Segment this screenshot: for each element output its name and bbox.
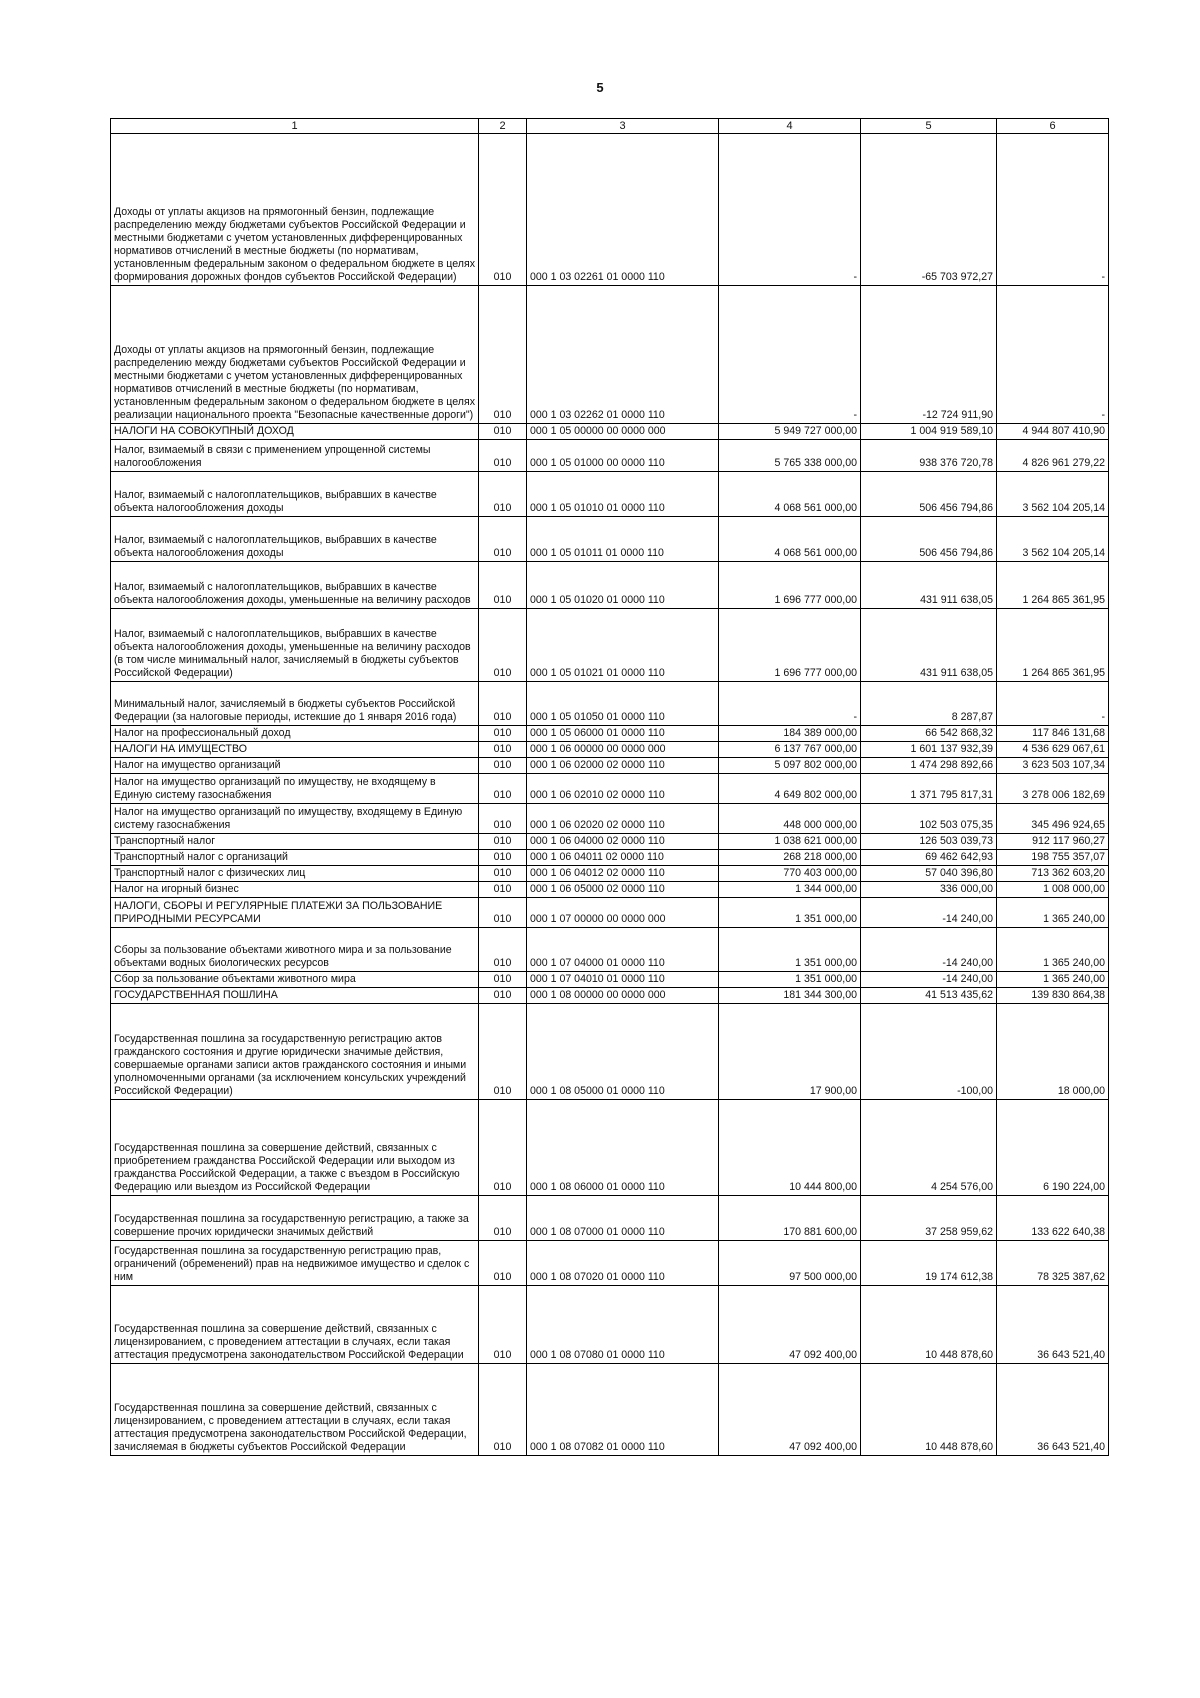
- executed-amount-cell: 506 456 794,86: [861, 517, 997, 562]
- table-row: [111, 804, 1109, 834]
- budget-classification-code-cell: 000 1 06 05000 02 0000 110: [527, 882, 719, 898]
- approved-plan-cell: 1 344 000,00: [719, 882, 861, 898]
- line-code-cell: 010: [479, 1241, 527, 1286]
- revenue-name-cell: Сбор за пользование объектами животного мира: [111, 972, 479, 988]
- unexecuted-remainder-cell: 3 278 006 182,69: [997, 774, 1109, 804]
- budget-classification-code-cell: 000 1 08 07082 01 0000 110: [527, 1364, 719, 1456]
- budget-classification-code-cell: 000 1 07 04010 01 0000 110: [527, 972, 719, 988]
- revenue-name-cell: Налог, взимаемый с налогоплательщиков, выбравших в качестве объекта налогообложения доходы: [111, 472, 479, 517]
- unexecuted-remainder-cell: 345 496 924,65: [997, 804, 1109, 834]
- unexecuted-remainder-cell: -: [997, 682, 1109, 726]
- revenue-name-cell: Налог на имущество организаций: [111, 758, 479, 774]
- unexecuted-remainder-cell: -: [997, 134, 1109, 286]
- unexecuted-remainder-cell: 133 622 640,38: [997, 1196, 1109, 1241]
- revenue-name-cell: НАЛОГИ, СБОРЫ И РЕГУЛЯРНЫЕ ПЛАТЕЖИ ЗА ПОЛЬЗОВАНИЕ ПРИРОДНЫМИ РЕСУРСАМИ: [111, 898, 479, 928]
- budget-revenue-table: [110, 118, 1109, 1456]
- unexecuted-remainder-cell: 4 826 961 279,22: [997, 440, 1109, 472]
- approved-plan-cell: 1 038 621 000,00: [719, 834, 861, 850]
- approved-plan-cell: 17 900,00: [719, 1004, 861, 1100]
- executed-amount-cell: 1 474 298 892,66: [861, 758, 997, 774]
- revenue-name-cell: Налог, взимаемый с налогоплательщиков, выбравших в качестве объекта налогообложения доходы, уменьшенные на величину расходов: [111, 562, 479, 609]
- page-number: 5: [596, 80, 604, 95]
- executed-amount-cell: 336 000,00: [861, 882, 997, 898]
- executed-amount-cell: -14 240,00: [861, 898, 997, 928]
- revenue-name-cell: Налог, взимаемый с налогоплательщиков, выбравших в качестве объекта налогообложения доходы: [111, 517, 479, 562]
- unexecuted-remainder-cell: 117 846 131,68: [997, 726, 1109, 742]
- table-row: [111, 972, 1109, 988]
- approved-plan-cell: 47 092 400,00: [719, 1364, 861, 1456]
- budget-classification-code-cell: 000 1 05 01021 01 0000 110: [527, 609, 719, 682]
- table-row: [111, 866, 1109, 882]
- budget-classification-code-cell: 000 1 06 04011 02 0000 110: [527, 850, 719, 866]
- unexecuted-remainder-cell: 36 643 521,40: [997, 1364, 1109, 1456]
- unexecuted-remainder-cell: 912 117 960,27: [997, 834, 1109, 850]
- revenue-name-cell: Транспортный налог: [111, 834, 479, 850]
- executed-amount-cell: 1 004 919 589,10: [861, 424, 997, 440]
- line-code-cell: 010: [479, 682, 527, 726]
- revenue-name-cell: НАЛОГИ НА СОВОКУПНЫЙ ДОХОД: [111, 424, 479, 440]
- budget-classification-code-cell: 000 1 06 02010 02 0000 110: [527, 774, 719, 804]
- executed-amount-cell: 37 258 959,62: [861, 1196, 997, 1241]
- budget-classification-code-cell: 000 1 08 00000 00 0000 000: [527, 988, 719, 1004]
- line-code-cell: 010: [479, 1100, 527, 1196]
- revenue-name-cell: Государственная пошлина за совершение действий, связанных с лицензированием, с проведением аттестации в случаях, если такая аттестация предусмотрена законодательством Российской Федерации: [111, 1286, 479, 1364]
- table-row: [111, 850, 1109, 866]
- budget-classification-code-cell: 000 1 05 00000 00 0000 000: [527, 424, 719, 440]
- executed-amount-cell: 69 462 642,93: [861, 850, 997, 866]
- approved-plan-cell: 1 351 000,00: [719, 898, 861, 928]
- line-code-cell: 010: [479, 804, 527, 834]
- line-code-cell: 010: [479, 882, 527, 898]
- budget-classification-code-cell: 000 1 08 07000 01 0000 110: [527, 1196, 719, 1241]
- revenue-name-cell: Государственная пошлина за совершение действий, связанных с лицензированием, с проведением аттестации в случаях, если такая аттестация предусмотрена законодательством Российской Федерации, зачисляемая в бюджеты субъектов Российской Федерации: [111, 1364, 479, 1456]
- unexecuted-remainder-cell: 1 365 240,00: [997, 972, 1109, 988]
- approved-plan-cell: 184 389 000,00: [719, 726, 861, 742]
- approved-plan-cell: 170 881 600,00: [719, 1196, 861, 1241]
- executed-amount-cell: -14 240,00: [861, 972, 997, 988]
- executed-amount-cell: 1 371 795 817,31: [861, 774, 997, 804]
- line-code-cell: 010: [479, 834, 527, 850]
- table-row: [111, 1286, 1109, 1364]
- line-code-cell: 010: [479, 517, 527, 562]
- budget-classification-code-cell: 000 1 05 06000 01 0000 110: [527, 726, 719, 742]
- unexecuted-remainder-cell: 1 264 865 361,95: [997, 609, 1109, 682]
- table-row: [111, 882, 1109, 898]
- line-code-cell: 010: [479, 1196, 527, 1241]
- line-code-cell: 010: [479, 726, 527, 742]
- line-code-cell: 010: [479, 1364, 527, 1456]
- budget-classification-code-cell: 000 1 03 02262 01 0000 110: [527, 286, 719, 424]
- budget-classification-code-cell: 000 1 03 02261 01 0000 110: [527, 134, 719, 286]
- revenue-name-cell: Транспортный налог с физических лиц: [111, 866, 479, 882]
- executed-amount-cell: 126 503 039,73: [861, 834, 997, 850]
- table-row: [111, 726, 1109, 742]
- executed-amount-cell: 506 456 794,86: [861, 472, 997, 517]
- column-number-header-row: [111, 119, 1109, 134]
- budget-classification-code-cell: 000 1 06 02020 02 0000 110: [527, 804, 719, 834]
- approved-plan-cell: 5 949 727 000,00: [719, 424, 861, 440]
- approved-plan-cell: 1 696 777 000,00: [719, 609, 861, 682]
- table-row: [111, 928, 1109, 972]
- table-row: [111, 134, 1109, 286]
- budget-classification-code-cell: 000 1 05 01050 01 0000 110: [527, 682, 719, 726]
- revenue-name-cell: Транспортный налог с организаций: [111, 850, 479, 866]
- table-row: [111, 424, 1109, 440]
- revenue-name-cell: Доходы от уплаты акцизов на прямогонный бензин, подлежащие распределению между бюджетами субъектов Российской Федерации и местными бюджетами с учетом установленных дифференцированных нормативов отчислений в местные бюджеты (по нормативам, установленным федеральным законом о федеральном бюджете в целях формирования дорожных фондов субъектов Российской Федерации): [111, 134, 479, 286]
- budget-classification-code-cell: 000 1 07 00000 00 0000 000: [527, 898, 719, 928]
- line-code-cell: 010: [479, 928, 527, 972]
- approved-plan-cell: 1 696 777 000,00: [719, 562, 861, 609]
- table-row: [111, 1100, 1109, 1196]
- approved-plan-cell: 6 137 767 000,00: [719, 742, 861, 758]
- line-code-cell: 010: [479, 286, 527, 424]
- table-row: [111, 774, 1109, 804]
- revenue-name-cell: НАЛОГИ НА ИМУЩЕСТВО: [111, 742, 479, 758]
- budget-classification-code-cell: 000 1 05 01011 01 0000 110: [527, 517, 719, 562]
- executed-amount-cell: -14 240,00: [861, 928, 997, 972]
- line-code-cell: 010: [479, 972, 527, 988]
- executed-amount-cell: -65 703 972,27: [861, 134, 997, 286]
- executed-amount-cell: 431 911 638,05: [861, 609, 997, 682]
- unexecuted-remainder-cell: 713 362 603,20: [997, 866, 1109, 882]
- unexecuted-remainder-cell: 139 830 864,38: [997, 988, 1109, 1004]
- budget-classification-code-cell: 000 1 06 04012 02 0000 110: [527, 866, 719, 882]
- revenue-name-cell: Налог, взимаемый с налогоплательщиков, выбравших в качестве объекта налогообложения доходы, уменьшенные на величину расходов (в том числе минимальный налог, зачисляемый в бюджеты субъектов Российской Федерации): [111, 609, 479, 682]
- line-code-cell: 010: [479, 424, 527, 440]
- approved-plan-cell: -: [719, 682, 861, 726]
- column-header-3: 3: [527, 119, 719, 134]
- column-header-5: 5: [861, 119, 997, 134]
- budget-classification-code-cell: 000 1 08 05000 01 0000 110: [527, 1004, 719, 1100]
- table-row: [111, 834, 1109, 850]
- table-row: [111, 562, 1109, 609]
- column-header-4: 4: [719, 119, 861, 134]
- table-row: [111, 517, 1109, 562]
- table-row: [111, 440, 1109, 472]
- budget-classification-code-cell: 000 1 08 06000 01 0000 110: [527, 1100, 719, 1196]
- budget-classification-code-cell: 000 1 07 04000 01 0000 110: [527, 928, 719, 972]
- table-row: [111, 1196, 1109, 1241]
- line-code-cell: 010: [479, 472, 527, 517]
- table-row: [111, 1364, 1109, 1456]
- revenue-name-cell: Налог, взимаемый в связи с применением упрощенной системы налогообложения: [111, 440, 479, 472]
- executed-amount-cell: 1 601 137 932,39: [861, 742, 997, 758]
- table-row: [111, 609, 1109, 682]
- unexecuted-remainder-cell: 78 325 387,62: [997, 1241, 1109, 1286]
- table-row: [111, 682, 1109, 726]
- table-row: [111, 742, 1109, 758]
- executed-amount-cell: 102 503 075,35: [861, 804, 997, 834]
- approved-plan-cell: 448 000 000,00: [719, 804, 861, 834]
- column-header-1: 1: [111, 119, 479, 134]
- table-row: [111, 1241, 1109, 1286]
- revenue-name-cell: Доходы от уплаты акцизов на прямогонный бензин, подлежащие распределению между бюджетами субъектов Российской Федерации и местными бюджетами с учетом установленных дифференцированных нормативов отчислений в местные бюджеты (по нормативам, установленным федеральным законом о федеральном бюджете в целях реализации национального проекта "Безопасные качественные дороги"): [111, 286, 479, 424]
- approved-plan-cell: 5 097 802 000,00: [719, 758, 861, 774]
- approved-plan-cell: 770 403 000,00: [719, 866, 861, 882]
- approved-plan-cell: 10 444 800,00: [719, 1100, 861, 1196]
- budget-classification-code-cell: 000 1 05 01020 01 0000 110: [527, 562, 719, 609]
- executed-amount-cell: 938 376 720,78: [861, 440, 997, 472]
- unexecuted-remainder-cell: 3 562 104 205,14: [997, 517, 1109, 562]
- budget-classification-code-cell: 000 1 06 00000 00 0000 000: [527, 742, 719, 758]
- line-code-cell: 010: [479, 440, 527, 472]
- table-row: [111, 898, 1109, 928]
- budget-classification-code-cell: 000 1 05 01010 01 0000 110: [527, 472, 719, 517]
- table-row: [111, 286, 1109, 424]
- line-code-cell: 010: [479, 866, 527, 882]
- budget-classification-code-cell: 000 1 06 04000 02 0000 110: [527, 834, 719, 850]
- line-code-cell: 010: [479, 850, 527, 866]
- revenue-name-cell: Государственная пошлина за совершение действий, связанных с приобретением гражданства Российской Федерации или выходом из гражданства Российской Федерации, а также с въездом в Российскую Федерацию или выездом из Российской Федерации: [111, 1100, 479, 1196]
- approved-plan-cell: 47 092 400,00: [719, 1286, 861, 1364]
- executed-amount-cell: 4 254 576,00: [861, 1100, 997, 1196]
- revenue-name-cell: Налог на игорный бизнес: [111, 882, 479, 898]
- revenue-name-cell: Государственная пошлина за государственную регистрацию, а также за совершение прочих юридически значимых действий: [111, 1196, 479, 1241]
- line-code-cell: 010: [479, 562, 527, 609]
- approved-plan-cell: 268 218 000,00: [719, 850, 861, 866]
- approved-plan-cell: 5 765 338 000,00: [719, 440, 861, 472]
- table-row: [111, 988, 1109, 1004]
- approved-plan-cell: 181 344 300,00: [719, 988, 861, 1004]
- executed-amount-cell: 66 542 868,32: [861, 726, 997, 742]
- revenue-name-cell: ГОСУДАРСТВЕННАЯ ПОШЛИНА: [111, 988, 479, 1004]
- unexecuted-remainder-cell: 18 000,00: [997, 1004, 1109, 1100]
- budget-classification-code-cell: 000 1 08 07080 01 0000 110: [527, 1286, 719, 1364]
- unexecuted-remainder-cell: 1 365 240,00: [997, 898, 1109, 928]
- approved-plan-cell: 4 649 802 000,00: [719, 774, 861, 804]
- line-code-cell: 010: [479, 988, 527, 1004]
- line-code-cell: 010: [479, 1004, 527, 1100]
- column-header-2: 2: [479, 119, 527, 134]
- revenue-name-cell: Налог на имущество организаций по имуществу, входящему в Единую систему газоснабжения: [111, 804, 479, 834]
- revenue-name-cell: Государственная пошлина за государственную регистрацию актов гражданского состояния и другие юридически значимые действия, совершаемые органами записи актов гражданского состояния и иными уполномоченными органами (за исключением консульских учреждений Российской Федерации): [111, 1004, 479, 1100]
- executed-amount-cell: 431 911 638,05: [861, 562, 997, 609]
- approved-plan-cell: 1 351 000,00: [719, 972, 861, 988]
- unexecuted-remainder-cell: 198 755 357,07: [997, 850, 1109, 866]
- revenue-name-cell: Минимальный налог, зачисляемый в бюджеты субъектов Российской Федерации (за налоговые периоды, истекшие до 1 января 2016 года): [111, 682, 479, 726]
- approved-plan-cell: -: [719, 286, 861, 424]
- approved-plan-cell: 4 068 561 000,00: [719, 517, 861, 562]
- unexecuted-remainder-cell: 4 536 629 067,61: [997, 742, 1109, 758]
- unexecuted-remainder-cell: 1 008 000,00: [997, 882, 1109, 898]
- unexecuted-remainder-cell: 1 365 240,00: [997, 928, 1109, 972]
- line-code-cell: 010: [479, 758, 527, 774]
- executed-amount-cell: 10 448 878,60: [861, 1286, 997, 1364]
- table-row: [111, 472, 1109, 517]
- unexecuted-remainder-cell: 4 944 807 410,90: [997, 424, 1109, 440]
- line-code-cell: 010: [479, 134, 527, 286]
- approved-plan-cell: 97 500 000,00: [719, 1241, 861, 1286]
- executed-amount-cell: -12 724 911,90: [861, 286, 997, 424]
- approved-plan-cell: -: [719, 134, 861, 286]
- line-code-cell: 010: [479, 898, 527, 928]
- budget-classification-code-cell: 000 1 08 07020 01 0000 110: [527, 1241, 719, 1286]
- revenue-name-cell: Налог на имущество организаций по имуществу, не входящему в Единую систему газоснабжения: [111, 774, 479, 804]
- column-header-6: 6: [997, 119, 1109, 134]
- table-row: [111, 1004, 1109, 1100]
- budget-classification-code-cell: 000 1 05 01000 00 0000 110: [527, 440, 719, 472]
- line-code-cell: 010: [479, 742, 527, 758]
- line-code-cell: 010: [479, 609, 527, 682]
- line-code-cell: 010: [479, 1286, 527, 1364]
- executed-amount-cell: -100,00: [861, 1004, 997, 1100]
- unexecuted-remainder-cell: -: [997, 286, 1109, 424]
- unexecuted-remainder-cell: 6 190 224,00: [997, 1100, 1109, 1196]
- approved-plan-cell: 4 068 561 000,00: [719, 472, 861, 517]
- executed-amount-cell: 41 513 435,62: [861, 988, 997, 1004]
- revenue-name-cell: Государственная пошлина за государственную регистрацию прав, ограничений (обременений) прав на недвижимое имущество и сделок с ним: [111, 1241, 479, 1286]
- unexecuted-remainder-cell: 3 562 104 205,14: [997, 472, 1109, 517]
- table-row: [111, 758, 1109, 774]
- unexecuted-remainder-cell: 3 623 503 107,34: [997, 758, 1109, 774]
- executed-amount-cell: 19 174 612,38: [861, 1241, 997, 1286]
- unexecuted-remainder-cell: 36 643 521,40: [997, 1286, 1109, 1364]
- revenue-name-cell: Налог на профессиональный доход: [111, 726, 479, 742]
- budget-classification-code-cell: 000 1 06 02000 02 0000 110: [527, 758, 719, 774]
- executed-amount-cell: 57 040 396,80: [861, 866, 997, 882]
- line-code-cell: 010: [479, 774, 527, 804]
- unexecuted-remainder-cell: 1 264 865 361,95: [997, 562, 1109, 609]
- revenue-name-cell: Сборы за пользование объектами животного мира и за пользование объектами водных биологических ресурсов: [111, 928, 479, 972]
- executed-amount-cell: 10 448 878,60: [861, 1364, 997, 1456]
- executed-amount-cell: 8 287,87: [861, 682, 997, 726]
- approved-plan-cell: 1 351 000,00: [719, 928, 861, 972]
